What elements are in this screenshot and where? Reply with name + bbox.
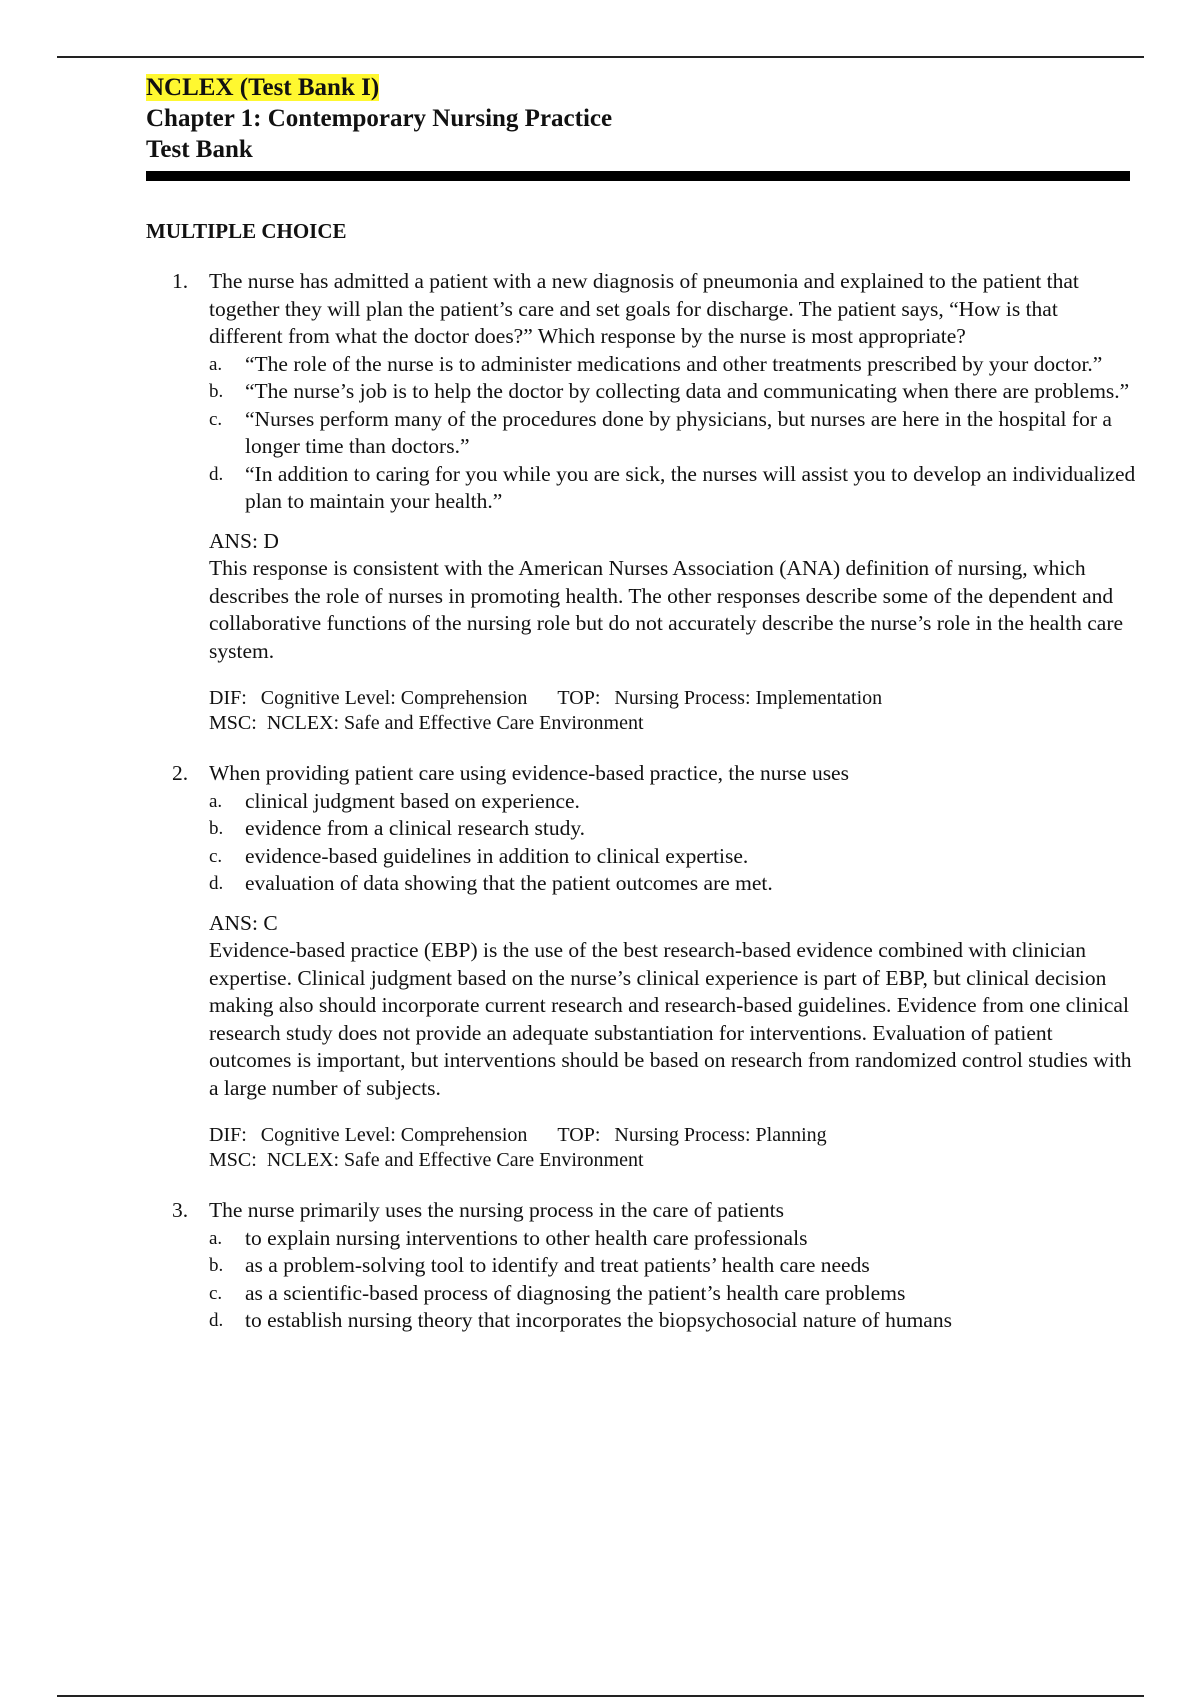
option-c: [209, 843, 1136, 871]
question-2: [172, 760, 1136, 1172]
option-letter: b.: [209, 1255, 224, 1276]
title-highlight: NCLEX (Test Bank I): [146, 74, 380, 101]
msc-label: MSC:: [209, 1148, 257, 1171]
question-metadata: [209, 686, 1136, 735]
question-stem: The nurse primarily uses the nursing process in the care of patients: [209, 1198, 784, 1222]
question-number: 1.: [172, 269, 189, 293]
question-stem: The nurse has admitted a patient with a new diagnosis of pneumonia and explained to the patient that together they will plan the patient’s care and set goals for discharge. The patient says, “How is that different from what the doctor does?” Which response by the nurse is most appropriate?: [209, 269, 1079, 348]
option-letter: a.: [209, 790, 223, 812]
option-d: [209, 461, 1136, 516]
section-title: MULTIPLE CHOICE: [146, 219, 347, 243]
answer-key: ANS: D: [209, 528, 279, 553]
option-text: “The role of the nurse is to administer medications and other treatments prescribed by your doctor.”: [245, 351, 1103, 376]
header-title: [146, 72, 1136, 103]
option-letter: a.: [209, 1227, 223, 1249]
option-text: evaluation of data showing that the patient outcomes are met.: [245, 871, 773, 895]
option-c: [209, 1280, 1136, 1308]
question-metadata: [209, 1123, 1136, 1172]
option-letter: d.: [209, 1310, 224, 1331]
answer-block: [209, 528, 1136, 666]
top-value: Nursing Process: Planning: [614, 1124, 827, 1146]
option-a: [209, 1225, 1136, 1253]
option-c: [209, 406, 1136, 461]
option-text: “The nurse’s job is to help the doctor by collecting data and communicating when there are problems.”: [245, 379, 1130, 403]
question-stem: When providing patient care using evidence-based practice, the nurse uses: [209, 761, 849, 785]
msc-value: NCLEX: Safe and Effective Care Environment: [266, 1148, 644, 1171]
option-letter: a.: [209, 353, 223, 375]
option-text: to explain nursing interventions to other health care professionals: [245, 1225, 808, 1250]
option-letter: d.: [209, 873, 224, 894]
top-rule: [57, 56, 1144, 58]
option-letter: c.: [209, 408, 223, 430]
msc-value: NCLEX: Safe and Effective Care Environment: [266, 711, 644, 734]
question-number: 3.: [172, 1198, 189, 1222]
rationale: Evidence-based practice (EBP) is the use of the best research-based evidence combined with clinician expertise. Clinical judgment based on the nurse’s clinical experience is part of EBP, but clinical decision making also should incorporate current research and research-based guidelines. Evidence from one clinical research study does not provide an adequate substantiation for interventions. Evaluation of patient outcomes is important, but interventions should be based on research from randomized control studies with a large number of subjects.: [209, 938, 1132, 1100]
dif-label: DIF:: [209, 687, 247, 709]
option-list: [209, 788, 1136, 898]
option-b: [209, 1252, 1136, 1280]
option-letter: b.: [209, 818, 224, 839]
document-page: [146, 72, 1136, 1335]
rationale: This response is consistent with the American Nurses Association (ANA) definition of nursing, which describes the role of nurses in promoting health. The other responses describe some of the dependent and collaborative functions of the nursing role but do not accurately describe the nurse’s role in the health care system.: [209, 556, 1124, 663]
option-letter: c.: [209, 845, 223, 867]
top-label: TOP:: [557, 1124, 601, 1146]
top-label: TOP:: [557, 687, 601, 709]
option-list: [209, 351, 1136, 516]
option-letter: b.: [209, 381, 224, 402]
option-a: [209, 788, 1136, 816]
dif-value: Cognitive Level: Comprehension: [260, 687, 528, 709]
option-letter: d.: [209, 463, 224, 485]
option-text: to establish nursing theory that incorporates the biopsychosocial nature of humans: [245, 1308, 952, 1332]
option-b: [209, 378, 1136, 406]
option-text: “Nurses perform many of the procedures done by physicians, but nurses are here in the hospital for a longer time than doctors.”: [245, 406, 1112, 458]
question-1: [172, 268, 1136, 735]
question-number: 2.: [172, 761, 189, 785]
dif-label: DIF:: [209, 1124, 247, 1146]
option-text: as a scientific-based process of diagnosing the patient’s health care problems: [245, 1280, 906, 1305]
option-text: clinical judgment based on experience.: [245, 788, 580, 813]
answer-block: [209, 910, 1136, 1103]
dif-value: Cognitive Level: Comprehension: [260, 1124, 528, 1146]
option-d: [209, 1307, 1136, 1335]
thick-divider: [146, 171, 1130, 181]
test-bank-label: Test Bank: [146, 136, 253, 163]
option-a: [209, 351, 1136, 379]
option-text: evidence-based guidelines in addition to clinical expertise.: [245, 843, 749, 868]
answer-key: ANS: C: [209, 910, 278, 935]
option-text: “In addition to caring for you while you are sick, the nurses will assist you to develop an individualized plan to maintain your health.”: [245, 461, 1136, 513]
option-letter: c.: [209, 1282, 223, 1304]
chapter-title: Chapter 1: Contemporary Nursing Practice: [146, 105, 613, 132]
bottom-rule: [57, 1695, 1144, 1697]
option-text: as a problem-solving tool to identify and treat patients’ health care needs: [245, 1253, 870, 1277]
option-text: evidence from a clinical research study.: [245, 816, 586, 840]
question-3: [172, 1197, 1136, 1335]
option-d: [209, 870, 1136, 898]
option-b: [209, 815, 1136, 843]
msc-label: MSC:: [209, 711, 257, 734]
top-value: Nursing Process: Implementation: [614, 687, 883, 709]
option-list: [209, 1225, 1136, 1335]
